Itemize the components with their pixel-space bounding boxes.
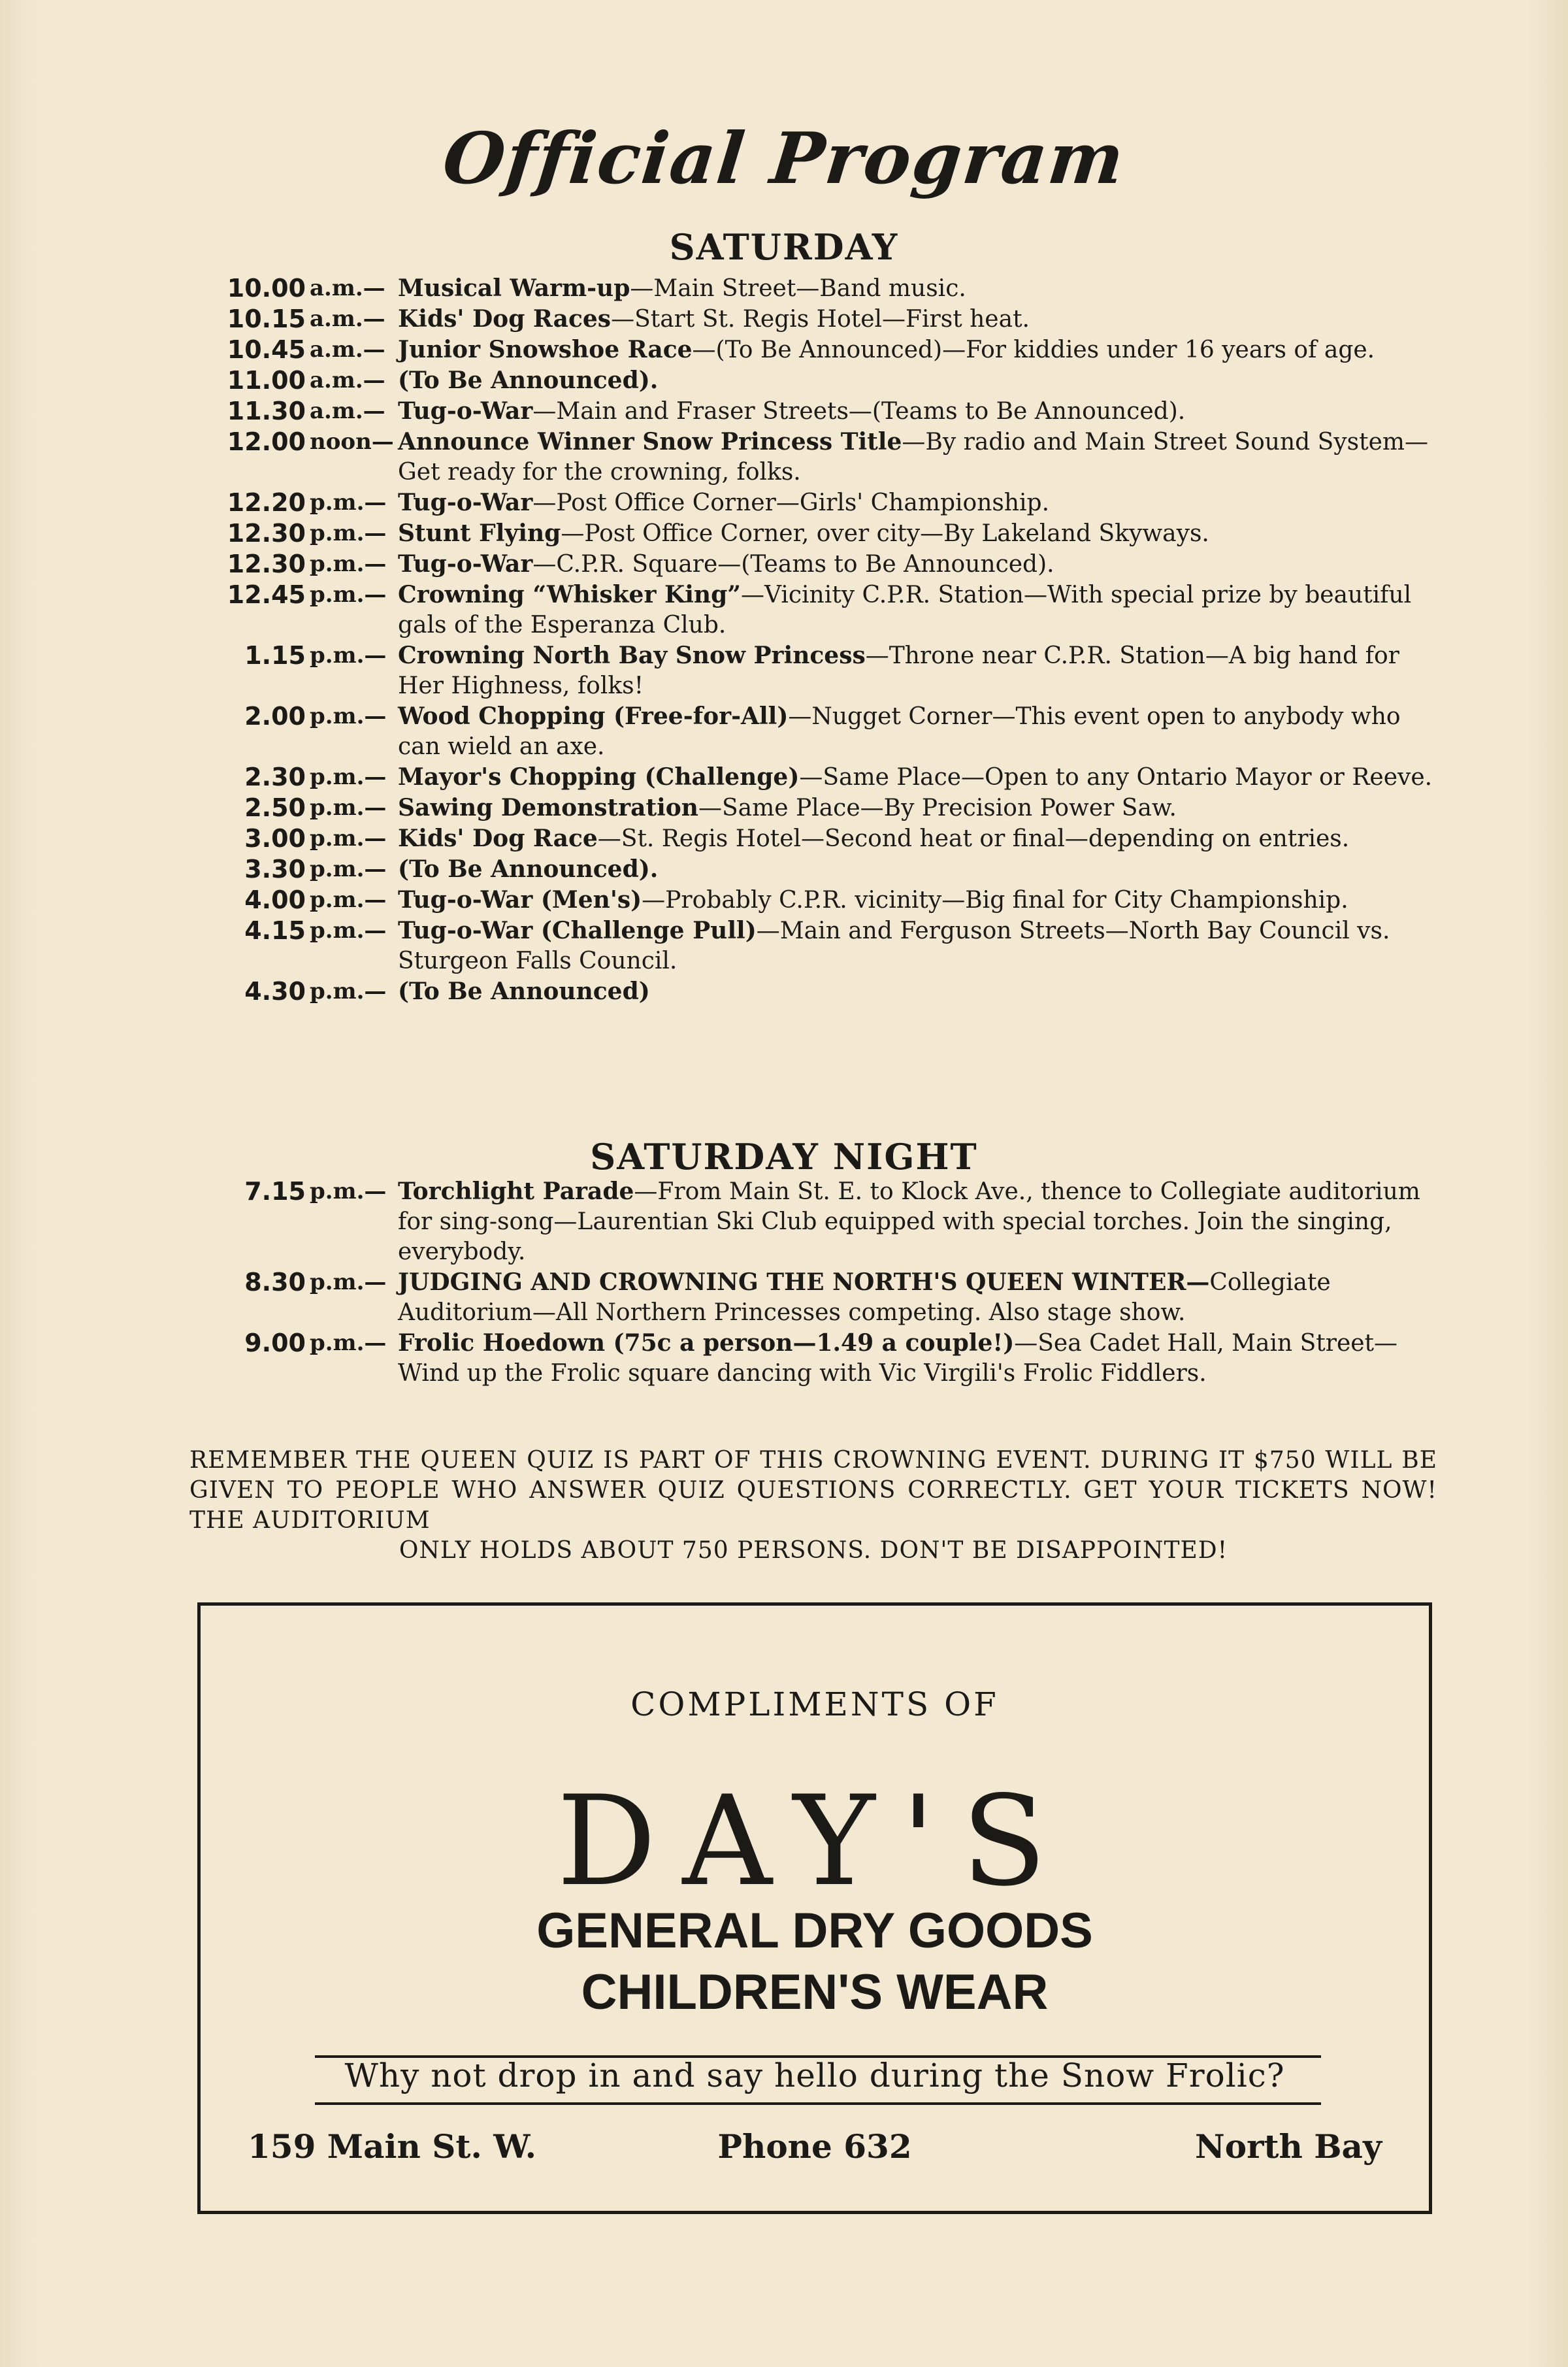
event-detail: —From Main St. E. to Klock Ave., thence to Collegiate auditorium for sing-song—Laurentian Ski Club equipped with special torches. Join the singing, everybody. — [398, 1178, 1420, 1265]
event-ampm: a.m.— — [310, 306, 385, 332]
schedule-item — [189, 885, 1437, 916]
event-ampm: p.m.— — [310, 489, 387, 516]
saturday-heading: SATURDAY — [669, 226, 899, 268]
event-ampm: p.m.— — [310, 582, 387, 608]
schedule-item — [189, 365, 1437, 396]
event-name: Crowning North Bay Snow Princess — [398, 642, 866, 669]
event-time: 11.30 — [227, 397, 306, 425]
event-time: 2.00 — [244, 702, 306, 731]
event-time: 11.00 — [227, 366, 306, 395]
notice-last-line: ONLY HOLDS ABOUT 750 PERSONS. DON'T BE DISAPPOINTED! — [399, 1537, 1228, 1564]
event-time: 12.30 — [227, 519, 306, 548]
event-detail: —(To Be Announced)—For kiddies under 16 years of age. — [692, 337, 1375, 363]
event-description — [398, 885, 1437, 916]
page-title: Official Program — [439, 118, 1129, 200]
event-name: (To Be Announced). — [398, 367, 659, 394]
event-name: Kids' Dog Race — [398, 825, 598, 852]
event-time: 8.30 — [244, 1268, 306, 1297]
event-ampm: a.m.— — [310, 367, 385, 393]
schedule-item — [189, 916, 1437, 976]
ad-compliments: COMPLIMENTS OF — [630, 1685, 999, 1723]
schedule-item — [189, 640, 1437, 701]
event-detail: —Same Place—Open to any Ontario Mayor or Reeve. — [799, 764, 1433, 791]
schedule-item — [189, 335, 1437, 365]
event-time: 4.15 — [244, 916, 306, 945]
event-time: 10.00 — [227, 274, 306, 303]
event-ampm: p.m.— — [310, 1269, 387, 1295]
notice-text: REMEMBER THE QUEEN QUIZ IS PART OF THIS CROWNING EVENT. DURING IT $750 WILL BE GIVEN TO PEOPLE WHO ANSWER QUIZ QUESTIONS CORRECTLY. GET YOUR TICKETS NOW! THE AUDITORIUM — [189, 1447, 1437, 1534]
event-name: Torchlight Parade — [398, 1178, 634, 1205]
saturday-night-schedule — [189, 1176, 1437, 1389]
queen-quiz-notice — [189, 1446, 1437, 1566]
schedule-item — [189, 793, 1437, 823]
schedule-item — [189, 273, 1437, 304]
event-ampm: p.m.— — [310, 520, 387, 546]
event-name: Kids' Dog Races — [398, 305, 612, 333]
event-description — [398, 762, 1437, 793]
event-ampm: p.m.— — [310, 887, 387, 913]
event-time: 4.00 — [244, 886, 306, 914]
event-name: Mayor's Chopping (Challenge) — [398, 763, 800, 791]
saturday-night-heading: SATURDAY NIGHT — [590, 1136, 978, 1178]
event-name: JUDGING AND CROWNING THE NORTH'S QUEEN WINTER— — [398, 1268, 1210, 1296]
event-time: 12.00 — [227, 427, 306, 456]
schedule-item — [189, 1267, 1437, 1328]
event-detail: —Post Office Corner—Girls' Championship. — [532, 489, 1050, 516]
event-time: 12.45 — [227, 580, 306, 609]
event-detail: —Post Office Corner, over city—By Lakeland Skyways. — [561, 520, 1209, 547]
event-description — [398, 304, 1437, 335]
event-name: Tug-o-War — [398, 489, 533, 516]
event-detail: —Vicinity C.P.R. Station—With special prize by beautiful gals of the Esperanza Club. — [398, 582, 1412, 638]
schedule-item — [189, 396, 1437, 427]
schedule-item — [189, 1328, 1437, 1389]
event-description — [398, 335, 1437, 365]
event-ampm: p.m.— — [310, 1330, 387, 1356]
ad-address: 159 Main St. W. — [248, 2127, 537, 2166]
ad-phone: Phone 632 — [717, 2127, 912, 2166]
event-description — [398, 396, 1437, 427]
event-name: Crowning “Whisker King” — [398, 581, 741, 608]
event-description — [398, 1176, 1437, 1267]
event-ampm: p.m.— — [310, 1178, 387, 1204]
event-ampm: a.m.— — [310, 275, 385, 301]
event-time: 7.15 — [244, 1177, 306, 1206]
schedule-item — [189, 427, 1437, 488]
ad-tagline: Why not drop in and say hello during the Snow Frolic? — [344, 2057, 1285, 2094]
schedule-item — [189, 976, 1437, 1007]
event-name: Frolic Hoedown (75c a person—1.49 a couple!) — [398, 1329, 1015, 1357]
event-detail: —Probably C.P.R. vicinity—Big final for City Championship. — [642, 887, 1348, 914]
event-description — [398, 549, 1437, 580]
event-detail: —Start St. Regis Hotel—First heat. — [611, 306, 1030, 333]
schedule-item — [189, 518, 1437, 549]
event-time: 10.15 — [227, 305, 306, 333]
ad-line-childrens-wear: CHILDREN'S WEAR — [581, 1964, 1049, 2020]
event-ampm: noon— — [310, 429, 394, 455]
event-ampm: p.m.— — [310, 642, 387, 669]
event-name: Announce Winner Snow Princess Title — [398, 428, 902, 455]
event-time: 12.20 — [227, 488, 306, 517]
event-detail: —Main and Ferguson Streets—North Bay Council vs. Sturgeon Falls Council. — [398, 918, 1390, 974]
event-detail: —St. Regis Hotel—Second heat or final—depending on entries. — [597, 825, 1350, 852]
event-description — [398, 976, 1437, 1007]
event-name: (To Be Announced) — [398, 978, 650, 1005]
event-time: 3.30 — [244, 855, 306, 884]
schedule-item — [189, 854, 1437, 885]
event-detail: —Main and Fraser Streets—(Teams to Be Announced). — [532, 398, 1186, 425]
event-time: 3.00 — [244, 824, 306, 853]
event-time: 4.30 — [244, 977, 306, 1006]
event-description — [398, 365, 1437, 396]
event-ampm: p.m.— — [310, 856, 387, 882]
event-detail: —Sea Cadet Hall, Main Street—Wind up the Frolic square dancing with Vic Virgili's Frolic Fiddlers. — [398, 1330, 1398, 1387]
days-advertisement — [197, 1602, 1432, 2214]
event-ampm: p.m.— — [310, 918, 387, 944]
event-detail: —Same Place—By Precision Power Saw. — [698, 795, 1177, 821]
event-ampm: p.m.— — [310, 795, 387, 821]
event-ampm: p.m.— — [310, 978, 387, 1004]
saturday-schedule — [189, 273, 1437, 1007]
schedule-item — [189, 823, 1437, 854]
event-time: 2.30 — [244, 763, 306, 791]
event-ampm: a.m.— — [310, 398, 385, 424]
event-description — [398, 640, 1437, 701]
event-name: Tug-o-War (Challenge Pull) — [398, 917, 757, 944]
ad-rule-bottom — [315, 2102, 1321, 2105]
event-description — [398, 580, 1437, 640]
event-detail: —Main Street—Band music. — [630, 275, 966, 302]
event-name: Stunt Flying — [398, 520, 561, 547]
event-name: Tug-o-War (Men's) — [398, 886, 642, 914]
event-time: 2.50 — [244, 793, 306, 822]
event-name: Musical Warm-up — [398, 274, 630, 302]
schedule-item — [189, 701, 1437, 762]
event-ampm: p.m.— — [310, 703, 387, 729]
event-description — [398, 1267, 1437, 1328]
event-name: (To Be Announced). — [398, 855, 659, 883]
event-description — [398, 488, 1437, 518]
event-description — [398, 854, 1437, 885]
event-description — [398, 793, 1437, 823]
event-detail: —C.P.R. Square—(Teams to Be Announced). — [532, 551, 1054, 578]
event-name: Wood Chopping (Free-for-All) — [398, 703, 789, 730]
event-description — [398, 1328, 1437, 1389]
event-description — [398, 916, 1437, 976]
event-description — [398, 823, 1437, 854]
event-description — [398, 273, 1437, 304]
schedule-item — [189, 762, 1437, 793]
event-time: 9.00 — [244, 1329, 306, 1357]
event-description — [398, 427, 1437, 488]
schedule-item — [189, 488, 1437, 518]
schedule-item — [189, 1176, 1437, 1267]
event-name: Sawing Demonstration — [398, 794, 698, 821]
ad-line-dry-goods: GENERAL DRY GOODS — [536, 1903, 1093, 1959]
event-detail: Collegiate Auditorium—All Northern Princesses competing. Also stage show. — [398, 1269, 1331, 1326]
schedule-item — [189, 580, 1437, 640]
event-time: 10.45 — [227, 335, 306, 364]
event-name: Junior Snowshoe Race — [398, 336, 693, 363]
event-ampm: a.m.— — [310, 337, 385, 363]
event-detail: —By radio and Main Street Sound System—Get ready for the crowning, folks. — [398, 429, 1429, 486]
ad-city: North Bay — [1195, 2127, 1382, 2166]
event-description — [398, 518, 1437, 549]
event-detail: —Throne near C.P.R. Station—A big hand for Her Highness, folks! — [398, 642, 1399, 699]
schedule-item — [189, 549, 1437, 580]
event-name: Tug-o-War — [398, 550, 533, 578]
event-detail: —Nugget Corner—This event open to anybody who can wield an axe. — [398, 703, 1401, 760]
event-description — [398, 701, 1437, 762]
event-time: 12.30 — [227, 550, 306, 578]
event-ampm: p.m.— — [310, 551, 387, 577]
event-ampm: p.m.— — [310, 825, 387, 852]
event-name: Tug-o-War — [398, 397, 533, 425]
ad-store-name: DAY'S — [557, 1769, 1073, 1913]
event-ampm: p.m.— — [310, 764, 387, 790]
schedule-item — [189, 304, 1437, 335]
event-time: 1.15 — [244, 641, 306, 670]
